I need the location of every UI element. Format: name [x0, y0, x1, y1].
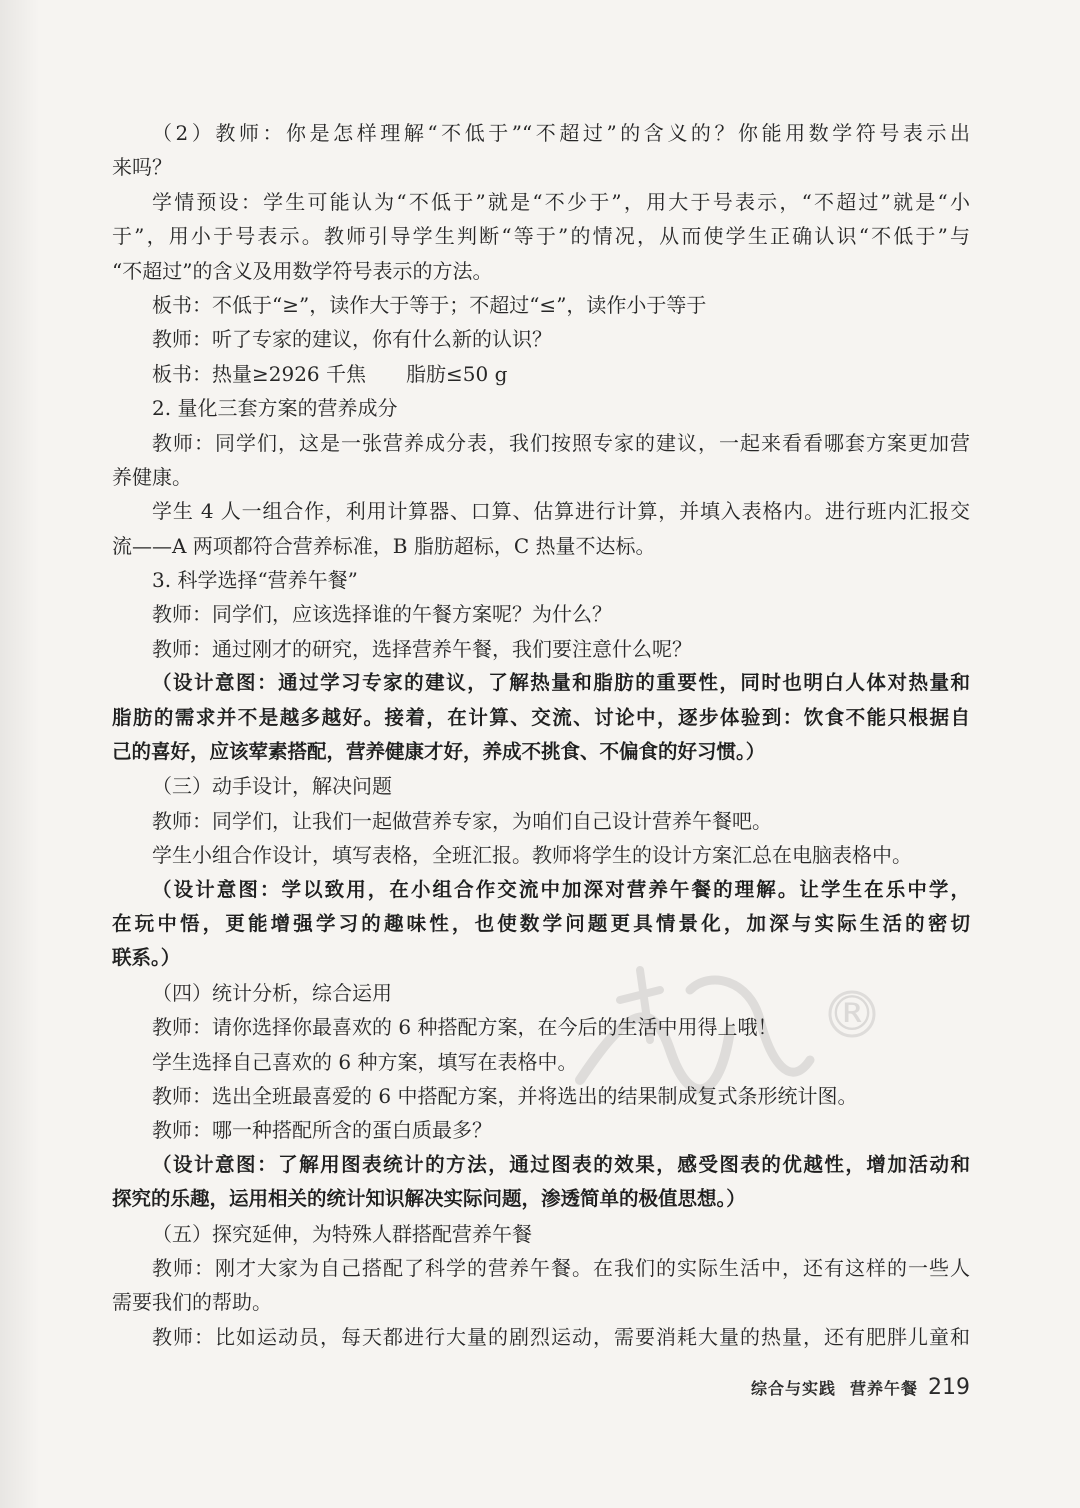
body-line: 养健康。: [112, 464, 192, 489]
section-heading: （三）动手设计，解决问题: [152, 774, 392, 799]
page-footer: [751, 1372, 970, 1404]
body-line: 学情预设：学生可能认为“不低于”就是“不少于”，用大于号表示，“不超过”就是“小: [152, 189, 970, 214]
body-line: “不超过”的含义及用数学符号表示的方法。: [112, 258, 493, 283]
design-intent-line: （设计意图：了解用图表统计的方法，通过图表的效果，感受图表的优越性，增加活动和: [152, 1152, 970, 1176]
body-line: 学生 4 人一组合作，利用计算器、口算、估算进行计算，并填入表格内。进行班内汇报交: [152, 499, 970, 524]
design-intent-line: （设计意图：通过学习专家的建议，了解热量和脂肪的重要性，同时也明白人体对热量和: [152, 671, 970, 695]
footer-chapter: 营养午餐: [849, 1379, 918, 1398]
body-line: 流——A 两项都符合营养标准，B 脂肪超标，C 热量不达标。: [112, 533, 656, 558]
body-line: 教师：请你选择你最喜欢的 6 种搭配方案，在今后的生活中用得上哦！: [152, 1015, 778, 1040]
body-line: 教师：选出全班最喜爱的 6 中搭配方案，并将选出的结果制成复式条形统计图。: [152, 1083, 858, 1108]
design-intent-line: 己的喜好，应该荤素搭配，营养健康才好，养成不挑食、不偏食的好习惯。）: [112, 740, 766, 764]
design-intent-line: 探究的乐趣，运用相关的统计知识解决实际问题，渗透简单的极值思想。）: [112, 1187, 746, 1211]
body-line: 教师：通过刚才的研究，选择营养午餐，我们要注意什么呢？: [152, 636, 692, 661]
body-line: 需要我们的帮助。: [112, 1290, 272, 1315]
section-heading: （四）统计分析，综合运用: [152, 980, 392, 1005]
body-line: （2）教师：你是怎样理解“不低于”“不超过”的含义的？你能用数学符号表示出: [152, 121, 970, 145]
body-line: 板书：不低于“≥”，读作大于等于；不超过“≤”，读作小于等于: [152, 292, 707, 317]
body-line: 板书：热量≥2926 千焦 脂肪≤50 g: [152, 361, 508, 386]
body-line: 教师：同学们，这是一张营养成分表，我们按照专家的建议，一起来看看哪套方案更加营: [152, 430, 970, 455]
section-heading: 3. 科学选择“营养午餐”: [152, 568, 358, 593]
design-intent-line: 在玩中悟，更能增强学习的趣味性，也使数学问题更具情景化，加深与实际生活的密切: [112, 911, 970, 935]
body-line: 于”，用小于号表示。教师引导学生判断“等于”的情况，从而使学生正确认识“不低于”与: [112, 224, 970, 249]
page-number: 219: [928, 1375, 970, 1400]
design-intent-line: 脂肪的需求并不是越多越好。接着，在计算、交流、讨论中，逐步体验到：饮食不能只根据自: [112, 705, 970, 729]
body-line: 学生选择自己喜欢的 6 种方案，填写在表格中。: [152, 1049, 578, 1074]
page-body: [112, 116, 970, 1354]
scan-edge-shadow: [0, 0, 40, 1508]
footer-section: 综合与实践: [750, 1379, 836, 1398]
body-line: 教师：同学们，让我们一起做营养专家，为咱们自己设计营养午餐吧。: [152, 808, 772, 833]
body-line: 教师：刚才大家为自己搭配了科学的营养午餐。在我们的实际生活中，还有这样的一些人: [152, 1255, 970, 1280]
design-intent-line: （设计意图：学以致用，在小组合作交流中加深对营养午餐的理解。让学生在乐中学，: [152, 877, 970, 901]
body-line: 学生小组合作设计，填写表格，全班汇报。教师将学生的设计方案汇总在电脑表格中。: [152, 843, 912, 868]
registered-mark: ®: [828, 986, 876, 1042]
body-line: 来吗？: [112, 155, 172, 180]
section-heading: 2. 量化三套方案的营养成分: [152, 396, 398, 421]
design-intent-line: 联系。）: [112, 946, 181, 970]
section-heading: （五）探究延伸，为特殊人群搭配营养午餐: [152, 1221, 532, 1246]
body-line: 教师：同学们，应该选择谁的午餐方案呢？为什么？: [152, 602, 612, 627]
body-line: 教师：听了专家的建议，你有什么新的认识？: [152, 327, 552, 352]
body-line: 教师：比如运动员，每天都进行大量的剧烈运动，需要消耗大量的热量，还有肥胖儿童和: [152, 1324, 970, 1349]
body-line: 教师：哪一种搭配所含的蛋白质最多？: [152, 1118, 492, 1143]
